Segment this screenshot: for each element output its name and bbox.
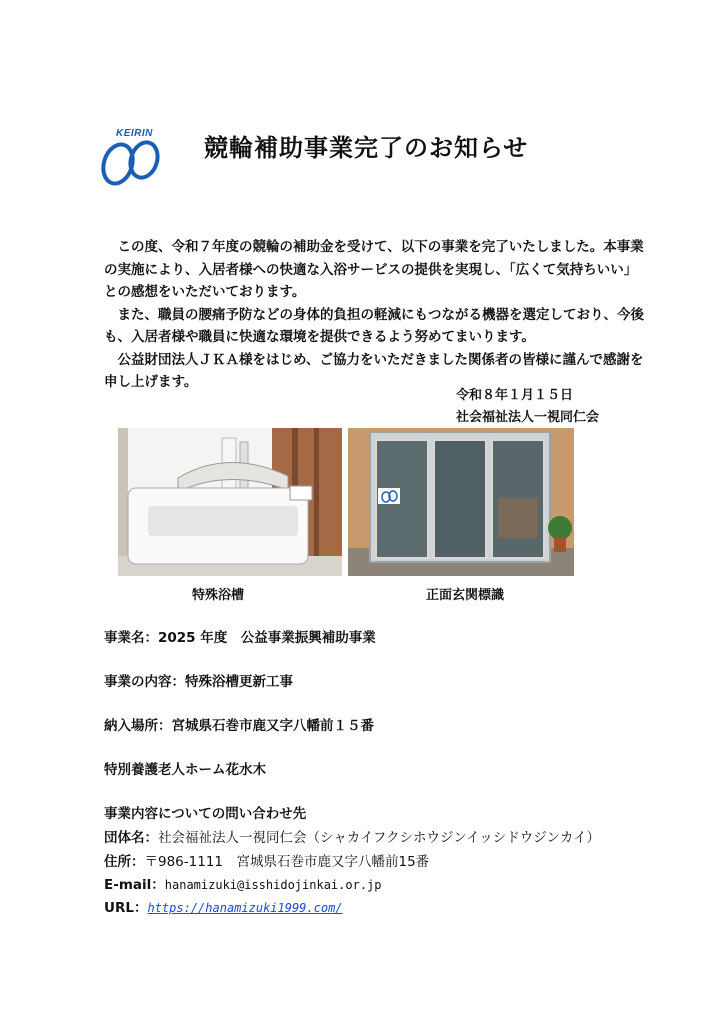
project-content: 事業の内容：特殊浴槽更新工事 (104, 674, 293, 690)
facility-name: 特別養護老人ホーム花水木 (104, 762, 266, 778)
address-label: 住所： (104, 854, 145, 870)
page-title: 競輪補助事業完了のお知らせ (204, 134, 529, 162)
organization-signature: 社会福祉法人一視同仁会 (456, 410, 600, 425)
paragraph: 公益財団法人ＪＫＡ様をはじめ、ご協力をいただきました関係者の皆様に謹んで感謝を申し上げます。 (104, 351, 644, 390)
entrance-caption: 正面玄関標識 (426, 588, 505, 603)
contact-organization (104, 826, 600, 846)
entrance-photo (348, 428, 574, 576)
delivery-place: 納入場所：宮城県石巻市鹿又字八幡前１５番 (104, 718, 374, 734)
paragraph: この度、令和７年度の競輪の補助金を受けて、以下の事業を完了いたしました。本事業の実施により、入居者様への快適な入浴サービスの提供を実現し、「広くて気持ちいい」との感想をいただいております。 (104, 239, 644, 300)
project-name: 事業名：2025 年度 公益事業振興補助事業 (104, 630, 376, 646)
paragraph: また、職員の腰痛予防などの身体的負担の軽減にもつながる機器を選定しており、今後も、入居者様や職員に快適な環境を提供できるよう努めてまいります。 (104, 306, 644, 345)
org-value: 社会福祉法人一視同仁会（シャカイフクシホウジンイッシドウジンカイ） (158, 830, 600, 846)
org-label: 団体名： (104, 830, 158, 846)
url-label: URL： (104, 900, 148, 916)
body-text (104, 236, 644, 394)
contact-heading: 事業内容についての問い合わせ先 (104, 806, 307, 822)
date: 令和８年１月１５日 (456, 388, 574, 403)
contact-url (104, 896, 343, 916)
address-value: 〒986-1111 宮城県石巻市鹿又字八幡前15番 (144, 854, 430, 870)
bathtub-caption: 特殊浴槽 (192, 588, 245, 603)
contact-email (104, 873, 382, 893)
keirin-rings-icon (100, 136, 166, 188)
contact-address (104, 850, 429, 870)
email-value[interactable]: hanamizuki@isshidojinkai.or.jp (164, 878, 382, 892)
bathtub-photo (118, 428, 342, 576)
email-label: E-mail： (104, 877, 165, 893)
website-link[interactable]: https://hanamizuki1999.com/ (147, 901, 343, 915)
keirin-logo (100, 128, 166, 188)
logo-text: KEIRIN (116, 128, 153, 139)
